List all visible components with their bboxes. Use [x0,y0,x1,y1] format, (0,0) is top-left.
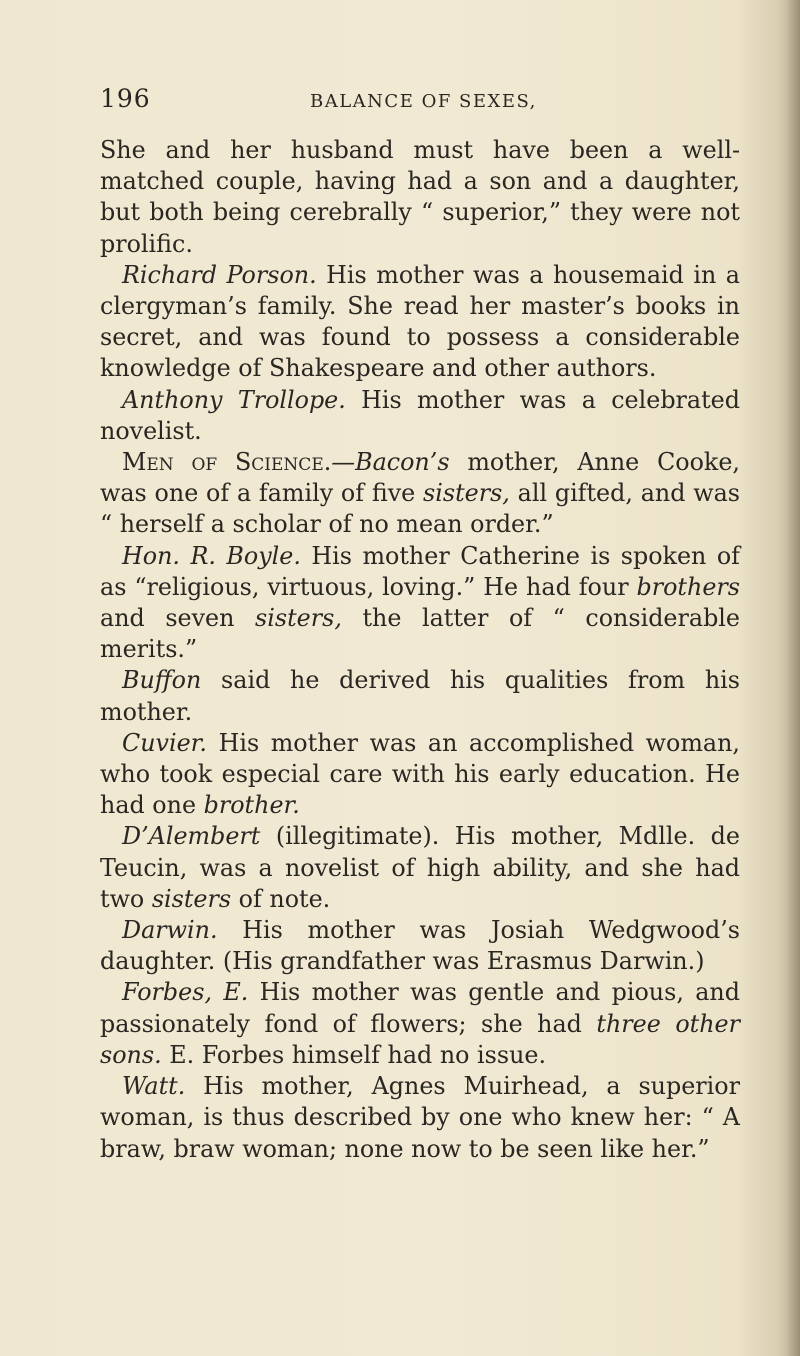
paragraph-text: She and her husband must have been a well-matched couple, having had a son and a daughter, but both being cerebrally “ superior,” they were not prolific. [100,136,740,258]
paragraph-text: His mother was gentle and pious, and passionately fond of flowers; she had [100,978,740,1038]
paragraph-text: His mother was a celebrated novelist. [100,385,740,445]
paragraph-forbes [100,977,740,1071]
paragraph-text: said he derived his qualities from his mother. [100,666,740,726]
paragraph-text: the latter of “ considerable merits.” [100,604,740,664]
emphasis: sisters, [255,604,342,633]
paragraph-darwin [100,915,740,977]
person-name: Richard Porson. [122,260,317,289]
person-name: D’Alembert [122,822,261,851]
emphasis: brother. [203,791,300,820]
emphasis: sisters, [423,479,510,508]
person-name: Anthony Trollope. [122,385,346,414]
paragraph-bacon [100,447,740,541]
page-header [100,84,740,116]
emphasis: sisters [151,884,232,913]
paragraph-text: His mother was an accomplished woman, who took especial care with his early education. He had one [100,728,740,820]
paragraph-text: E. Forbes himself had no issue. [161,1040,547,1069]
paragraph-text: and seven [100,604,256,633]
section-heading: Men of Science. [122,448,332,477]
paragraph-text: of note. [231,884,331,913]
person-name: —Bacon’s [331,448,450,477]
emphasis: brothers [636,572,740,601]
paragraph-intro [100,135,740,260]
paragraph-text: (illegitimate). His mother, Mdlle. de Teucin, was a novelist of high ability, and she had two [100,822,740,913]
paragraph-porson [100,260,740,385]
paragraph-text: all gifted, and was “ herself a scholar of no mean order.” [100,479,740,539]
paragraph-text: His mother was Josiah Wedgwood’s daughter. (His grandfather was Erasmus Darwin.) [100,916,740,976]
paragraph-text: His mother, Agnes Muirhead, a superior woman, is thus described by one who knew her: “ A braw, braw woman; none now to be seen like her.” [100,1072,740,1163]
person-name: Darwin. [122,916,218,945]
paragraph-trollope [100,385,740,447]
paragraph-cuvier [100,728,740,822]
person-name: Cuvier. [122,728,207,757]
page-edge-shadow [786,0,800,1356]
body-text [100,135,740,1165]
paragraph-dalembert [100,821,740,915]
paragraph-text: mother, Anne Cooke, was one of a family of five [100,448,740,508]
paragraph-buffon [100,665,740,727]
person-name: Forbes, E. [122,978,249,1007]
person-name: Watt. [122,1072,186,1101]
running-head: BALANCE OF SEXES, [310,91,537,112]
paragraph-text: His mother Catherine is spoken of as “religious, virtuous, loving.” He had four [100,541,740,601]
emphasis: three other sons. [100,1009,741,1069]
person-name: Hon. R. Boyle. [122,541,301,570]
page-number: 196 [100,84,151,113]
paragraph-boyle [100,541,740,666]
paragraph-text: His mother was a housemaid in a clergyman’s family. She read her master’s books in secret, and was found to possess a considerable knowledge of Shakespeare and other authors. [100,260,740,383]
paragraph-watt [100,1071,740,1165]
person-name: Buffon [122,666,202,695]
